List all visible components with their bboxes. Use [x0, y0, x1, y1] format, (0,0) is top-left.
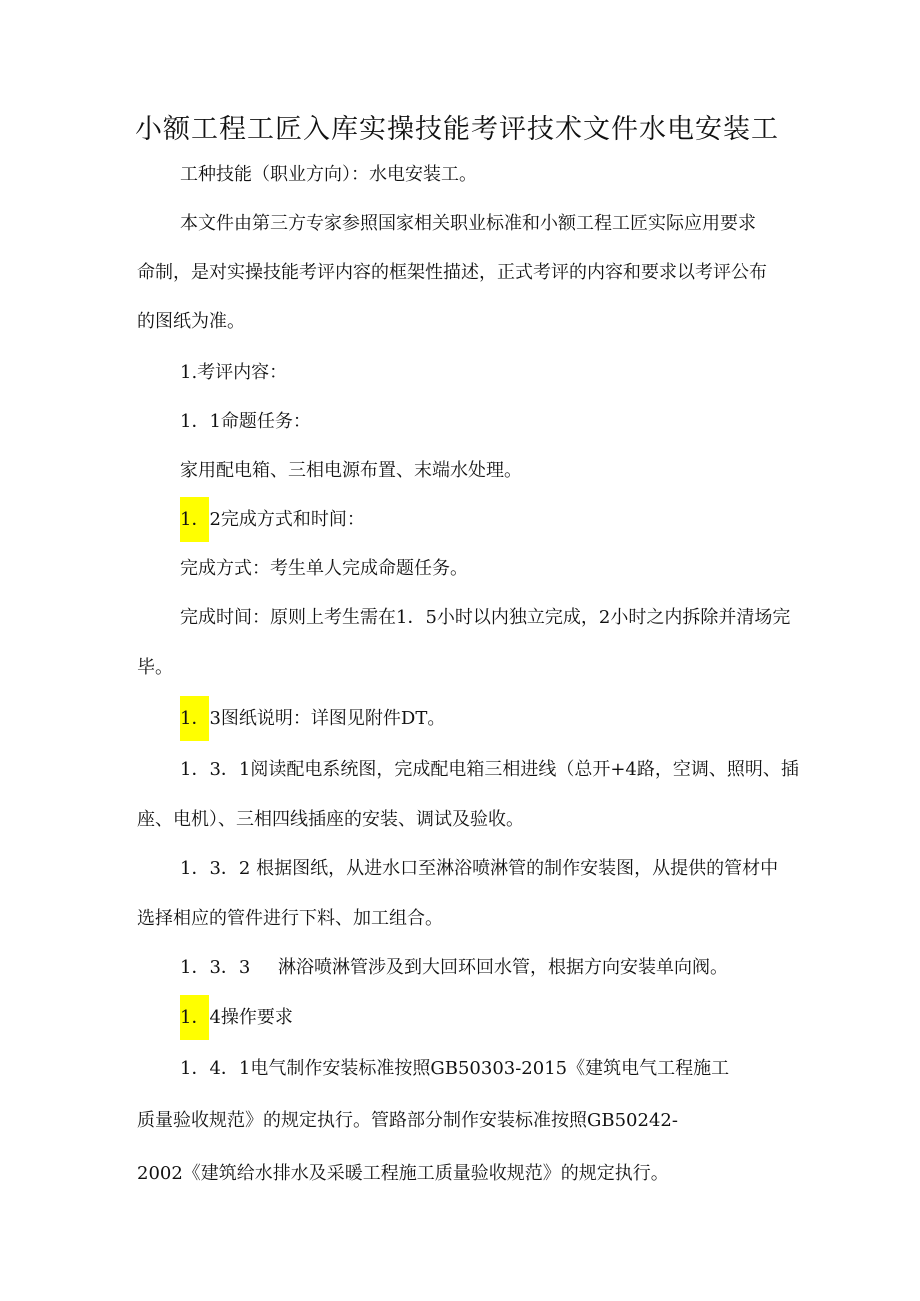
section-1-3-1-line-1: 1．3．1阅读配电系统图，完成配电箱三相进线（总开+4路，空调、照明、插 [180, 759, 799, 780]
section-1-3-heading-text: 3图纸说明：详图见附件DT。 [209, 708, 446, 729]
section-1-2-time-line-1: 完成时间：原则上考生需在1．5小时以内独立完成，2小时之内拆除并清场完 [180, 607, 791, 628]
section-1-2-time-line-2: 毕。 [137, 657, 173, 678]
section-1-3-2-line-2: 选择相应的管件进行下料、加工组合。 [137, 908, 443, 929]
section-1-2-heading [180, 508, 365, 532]
section-1-3-3-number: 1．3．3 [180, 957, 251, 978]
section-1-3-2-line-1: 1．3．2 根据图纸，从进水口至淋浴喷淋管的制作安装图，从提供的管材中 [180, 858, 779, 879]
section-1-heading: 1.考评内容： [180, 362, 288, 383]
section-1-1-heading: 1．1命题任务： [180, 411, 311, 432]
section-1-4-1-line-2: 质量验收规范》的规定执行。管路部分制作安装标准按照GB50242- [137, 1110, 678, 1131]
section-1-4-heading-text: 4操作要求 [209, 1007, 293, 1028]
section-1-2-method: 完成方式：考生单人完成命题任务。 [180, 558, 468, 579]
intro-line-1: 本文件由第三方专家参照国家相关职业标准和小额工程工匠实际应用要求 [180, 213, 756, 234]
highlight-mark: 1． [180, 995, 209, 1040]
section-1-1-body: 家用配电箱、三相电源布置、末端水处理。 [180, 460, 522, 481]
job-type-line: 工种技能（职业方向）：水电安装工。 [180, 164, 477, 185]
section-1-2-heading-text: 2完成方式和时间： [209, 509, 365, 530]
section-1-3-3-text: 淋浴喷淋管涉及到大回环回水管，根据方向安装单向阀。 [278, 957, 728, 978]
section-1-3-heading [180, 707, 445, 731]
section-1-4-1-line-3: 2002《建筑给水排水及采暖工程施工质量验收规范》的规定执行。 [137, 1163, 669, 1184]
highlight-mark: 1． [180, 497, 209, 542]
section-1-4-1-line-1: 1．4．1电气制作安装标准按照GB50303-2015《建筑电气工程施工 [180, 1058, 730, 1079]
highlight-mark: 1． [180, 696, 209, 741]
intro-line-2: 命制，是对实操技能考评内容的框架性描述，正式考评的内容和要求以考评公布 [137, 262, 767, 283]
section-1-4-heading [180, 1006, 293, 1030]
section-1-3-1-line-2: 座、电机）、三相四线插座的安装、调试及验收。 [137, 809, 524, 830]
document-title: 小额工程工匠入库实操技能考评技术文件水电安装工 [135, 114, 779, 145]
intro-line-3: 的图纸为准。 [137, 311, 245, 332]
